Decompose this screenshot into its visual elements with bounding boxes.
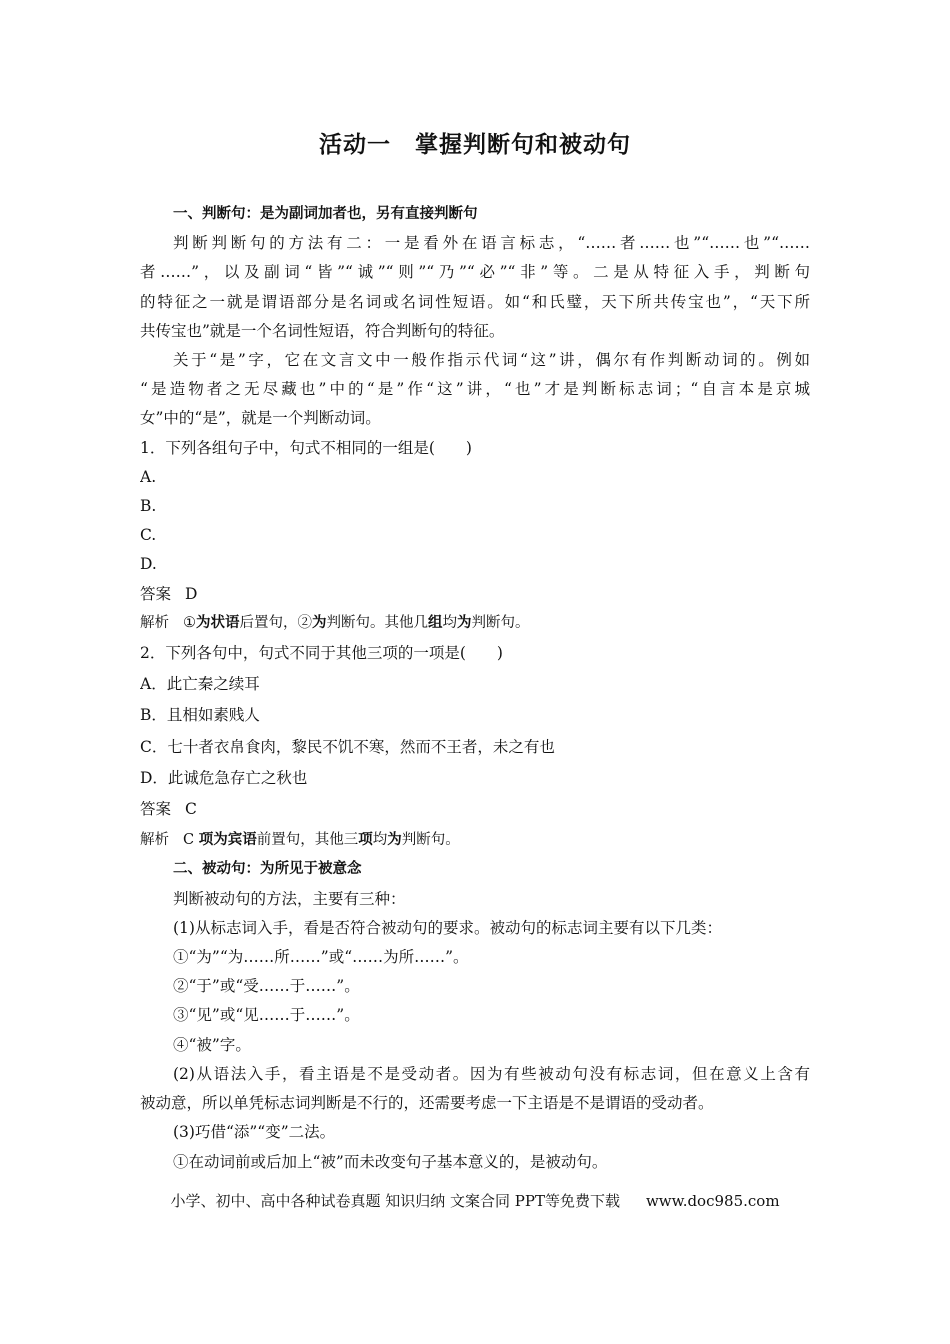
paragraph-line: 关于“是”字，它在文言文中一般作指示代词“这”讲，偶尔有作判断动词的。例如 [173, 351, 810, 370]
explanation-text: C [183, 832, 199, 849]
explanation-emphasis: 项 [358, 832, 373, 849]
explanation-text: 后置句，② [239, 614, 312, 631]
explanation-text: 均 [442, 614, 457, 631]
question-1-answer [140, 580, 810, 609]
question-1-stem: 1．下列各组句子中，句式不相同的一组是( ) [140, 438, 472, 457]
explanation-label: 解析 [140, 832, 169, 849]
explanation-emphasis: 项为宾语 [198, 832, 257, 849]
answer-label: 答案 [140, 800, 172, 819]
question-1-explanation [140, 609, 810, 638]
document-body [140, 200, 810, 1177]
explanation-emphasis: 为 [312, 614, 327, 631]
page-footer [0, 1190, 950, 1211]
explanation-text: 判断句。 [471, 614, 530, 631]
paragraph-line: 的特征之一就是谓语部分是名词或名词性短语。如“和氏璧，天下所共传宝也”，“天下所 [140, 292, 810, 311]
question-2-stem: 2．下列各句中，句式不同于其他三项的一项是( ) [140, 644, 503, 663]
question-2-option-a: A．此亡秦之续耳 [140, 675, 260, 694]
list-item: ③“见”或“见……于……”。 [173, 1006, 360, 1025]
list-item: ④“被”字。 [173, 1035, 251, 1054]
paragraph-line: 判断判断句的方法有二：一是看外在语言标志，“……者……也”“……也”“…… [173, 234, 810, 253]
question-2-option-c: C．七十者衣帛食肉，黎民不饥不寒，然而不王者，未之有也 [140, 737, 555, 756]
explanation-emphasis: 组 [428, 614, 443, 631]
section-heading-judgment: 一、判断句：是为副词加者也，另有直接判断句 [173, 206, 478, 222]
question-2-answer [140, 795, 810, 824]
paragraph-line: (3)巧借“添”“变”二法。 [173, 1123, 336, 1142]
question-2-option-d: D．此诚危急存亡之秋也 [140, 768, 308, 787]
list-item: ①“为”“为……所……”或“……为所……”。 [173, 948, 469, 967]
paragraph-line: ①在动词前或后加上“被”而未改变句子基本意义的，是被动句。 [173, 1152, 608, 1171]
explanation-text: 判断句。 [401, 832, 460, 849]
paragraph-line: 共传宝也”就是一个名词性短语，符合判断句的特征。 [140, 321, 505, 340]
explanation-label: 解析 [140, 614, 169, 631]
question-2-option-b: B．且相如素贱人 [140, 706, 260, 725]
question-1-option-b: B. [140, 497, 157, 516]
answer-value: C [185, 800, 197, 819]
explanation-text: 判断句。其他几 [326, 614, 428, 631]
paragraph-line: (2)从语法入手，看主语是不是受动者。因为有些被动句没有标志词，但在意义上含有 [173, 1064, 810, 1083]
paragraph-line: 者……”，以及副词“皆”“诚”“则”“乃”“必”“非”等。二是从特征入手，判断句 [140, 263, 810, 282]
explanation-text: ① [183, 614, 196, 631]
explanation-emphasis: 为 [457, 614, 472, 631]
answer-label: 答案 [140, 584, 172, 603]
question-1-option-d: D. [140, 555, 157, 574]
paragraph-line: 判断被动句的方法，主要有三种： [173, 889, 406, 908]
explanation-emphasis: 为 [387, 832, 402, 849]
paragraph-line: (1)从标志词入手，看是否符合被动句的要求。被动句的标志词主要有以下几类： [173, 918, 722, 937]
paragraph-line: 被动意，所以单凭标志词判断是不行的，还需要考虑一下主语是不是谓语的受动者。 [140, 1094, 714, 1113]
page-title: 活动一 掌握判断句和被动句 [319, 132, 631, 158]
question-1-option-c: C. [140, 526, 157, 545]
list-item: ②“于”或“受……于……”。 [173, 977, 360, 996]
footer-text: 小学、初中、高中各种试卷真题 知识归纳 文案合同 PPT等免费下载 [170, 1192, 620, 1210]
explanation-text: 均 [372, 832, 388, 849]
section-heading-passive: 二、被动句：为所见于被意念 [173, 861, 362, 878]
paragraph-line: 女”中的“是”，就是一个判断动词。 [140, 409, 381, 428]
footer-url: www.doc985.com [645, 1192, 780, 1210]
question-1-option-a: A. [140, 467, 157, 486]
explanation-emphasis: 为状语 [196, 614, 240, 631]
answer-value: D [185, 584, 198, 603]
explanation-text: 前置句，其他三 [256, 832, 359, 849]
paragraph-line: “是造物者之无尽藏也”中的“是”作“这”讲，“也”才是判断标志词；“自言本是京城 [140, 380, 810, 399]
question-2-explanation [140, 826, 810, 855]
